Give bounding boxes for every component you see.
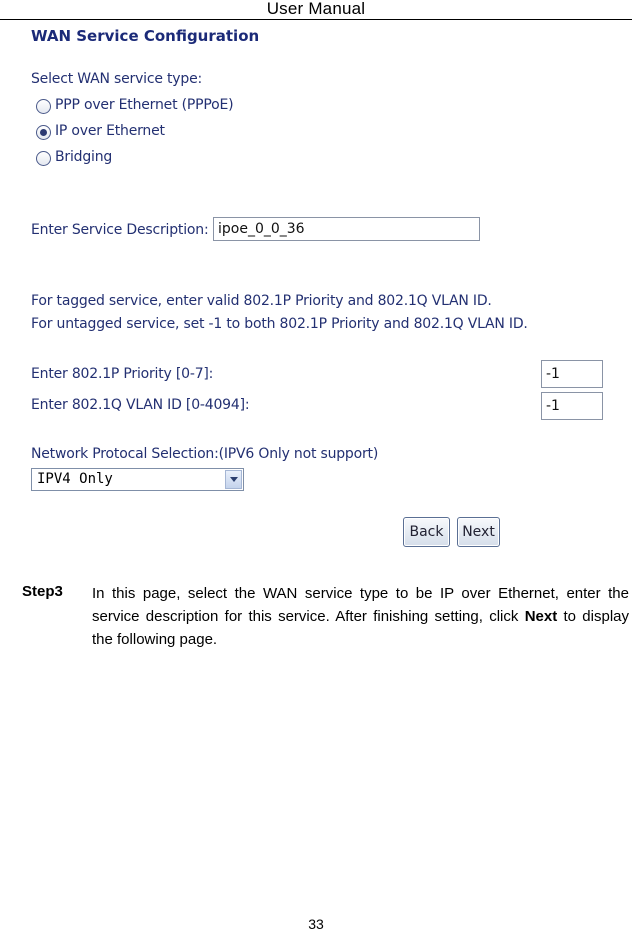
radio-ipoe[interactable] (36, 125, 51, 140)
service-description-input[interactable]: ipoe_0_0_36 (213, 217, 480, 241)
step-text-after: to display the following page. (92, 608, 630, 648)
vlan-id-label: Enter 802.1Q VLAN ID [0-4094]: (31, 397, 250, 413)
chevron-down-icon[interactable] (225, 470, 242, 489)
radio-bridging-label: Bridging (55, 149, 113, 165)
radio-pppoe-label: PPP over Ethernet (PPPoE) (55, 97, 234, 113)
radio-ipoe-label: IP over Ethernet (55, 123, 165, 139)
header-rule-gap-left (0, 17, 21, 19)
radio-bridging[interactable] (36, 151, 51, 166)
description-label: Enter Service Description: (31, 222, 209, 238)
priority-input[interactable]: -1 (541, 360, 603, 388)
protocol-selection-label: Network Protocal Selection:(IPV6 Only not support) (31, 446, 379, 462)
step-text-before: In this page, select the WAN service type to be IP over Ethernet, enter the service description for this service. After finishing setting, click (92, 585, 629, 625)
protocol-select-value: IPV4 Only (37, 471, 113, 487)
document-header-title: User Manual (266, 0, 366, 18)
step-text-bold: Next (524, 608, 558, 625)
form-title: WAN Service Configuration (31, 27, 260, 45)
radio-pppoe[interactable] (36, 99, 51, 114)
step-label: Step3 (22, 583, 63, 600)
service-type-label: Select WAN service type: (31, 71, 203, 87)
page-number: 33 (308, 916, 324, 932)
vlan-id-input[interactable]: -1 (541, 392, 603, 420)
protocol-select[interactable] (31, 468, 244, 491)
wan-service-configuration-screenshot (0, 20, 632, 560)
tagged-service-note: For tagged service, enter valid 802.1P Priority and 802.1Q VLAN ID. (31, 293, 492, 309)
untagged-service-note: For untagged service, set -1 to both 802.1P Priority and 802.1Q VLAN ID. (31, 316, 528, 332)
step-description (92, 582, 629, 651)
next-button[interactable]: Next (457, 517, 500, 547)
back-button[interactable]: Back (403, 517, 450, 547)
header-rule-gap-right (612, 17, 632, 19)
priority-label: Enter 802.1P Priority [0-7]: (31, 366, 214, 382)
